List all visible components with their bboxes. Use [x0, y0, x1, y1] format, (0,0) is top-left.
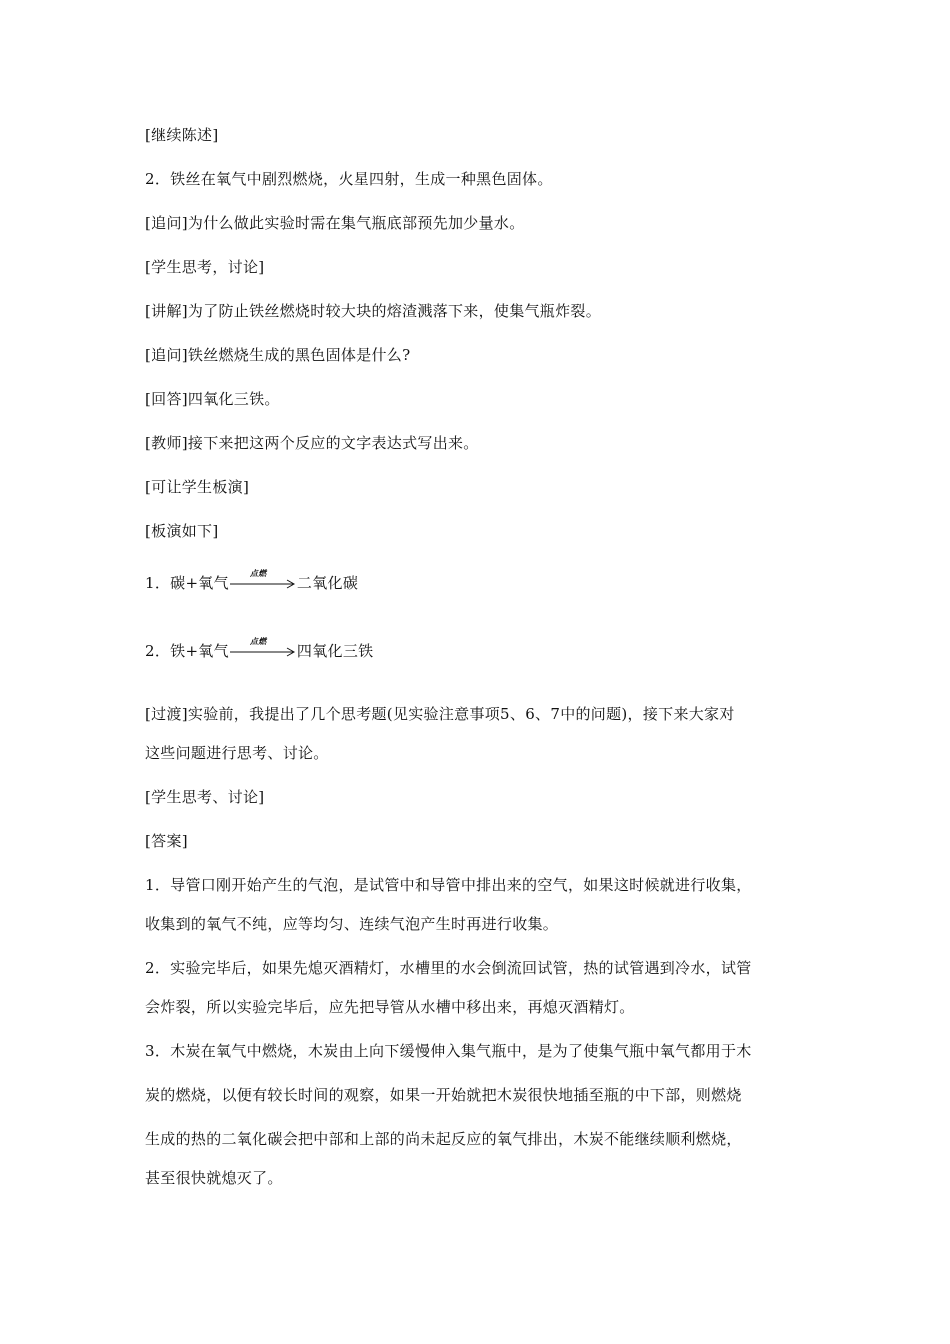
text-line: [学生思考，讨论]: [145, 258, 265, 276]
text-line: [继续陈述]: [145, 126, 219, 144]
text-line: 甚至很快就熄灭了。: [145, 1169, 283, 1187]
text-line: [回答]四氧化三铁。: [145, 390, 280, 408]
text-line: 这些问题进行思考、讨论。: [145, 744, 329, 762]
equation-reactants: 1．碳+氧气: [145, 574, 229, 592]
text-line: 2．铁丝在氧气中剧烈燃烧，火星四射，生成一种黑色固体。: [145, 170, 553, 188]
text-line: [教师]接下来把这两个反应的文字表达式写出来。: [145, 434, 479, 452]
equation-carbon: [145, 568, 359, 593]
text-line: [讲解]为了防止铁丝燃烧时较大块的熔渣溅落下来，使集气瓶炸裂。: [145, 302, 602, 320]
reaction-arrow: [230, 568, 296, 593]
equation-iron: [145, 636, 374, 661]
equation-product: 四氧化三铁: [296, 642, 374, 660]
text-line: [追问]铁丝燃烧生成的黑色固体是什么?: [145, 346, 411, 364]
text-line: 炭的燃烧，以便有较长时间的观察，如果一开始就把木炭很快地插至瓶的中下部，则燃烧: [145, 1086, 742, 1104]
arrow-icon: [230, 647, 296, 657]
text-line: [可让学生板演]: [145, 478, 250, 496]
reaction-condition: 点燃: [249, 636, 267, 646]
reaction-arrow: [230, 636, 296, 661]
text-line: [过渡]实验前，我提出了几个思考题(见实验注意事项5、6、7中的问题)，接下来大家对: [145, 705, 735, 723]
text-line: 生成的热的二氧化碳会把中部和上部的尚未起反应的氧气排出，木炭不能继续顺利燃烧，: [145, 1130, 742, 1148]
text-line: 3．木炭在氧气中燃烧，木炭由上向下缓慢伸入集气瓶中，是为了使集气瓶中氧气都用于木: [145, 1042, 752, 1060]
text-line: 收集到的氧气不纯，应等均匀、连续气泡产生时再进行收集。: [145, 915, 559, 933]
equation-product: 二氧化碳: [296, 574, 359, 592]
equation-reactants: 2．铁+氧气: [145, 642, 229, 660]
text-line: 会炸裂，所以实验完毕后，应先把导管从水槽中移出来，再熄灭酒精灯。: [145, 998, 635, 1016]
text-line: 1．导管口刚开始产生的气泡，是试管中和导管中排出来的空气，如果这时候就进行收集，: [145, 876, 752, 894]
text-line: [板演如下]: [145, 522, 219, 540]
reaction-condition: 点燃: [249, 568, 267, 578]
text-line: [追问]为什么做此实验时需在集气瓶底部预先加少量水。: [145, 214, 525, 232]
text-line: 2．实验完毕后，如果先熄灭酒精灯，水槽里的水会倒流回试管，热的试管遇到冷水，试管: [145, 959, 752, 977]
arrow-icon: [230, 579, 296, 589]
text-line: [答案]: [145, 832, 188, 850]
text-line: [学生思考、讨论]: [145, 788, 265, 806]
